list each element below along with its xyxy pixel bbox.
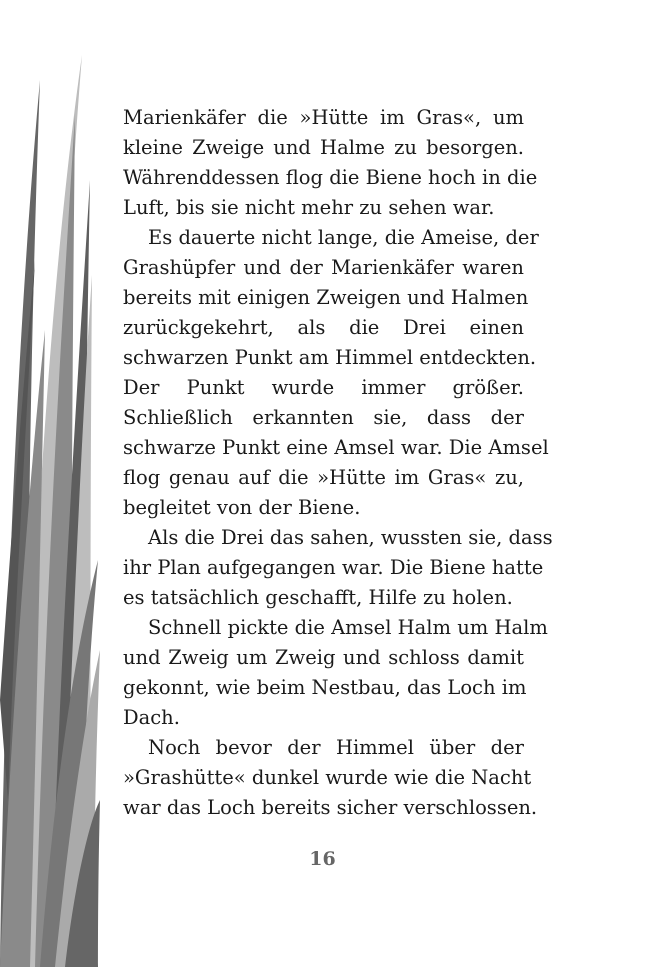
text-line: Währenddessen flog die Biene hoch in die xyxy=(123,166,538,189)
text-line: kleine Zweige und Halme zu besorgen. xyxy=(123,136,524,159)
text-line: Es dauerte nicht lange, die Ameise, der xyxy=(148,226,539,249)
text-line: Marienkäfer die »Hütte im Gras«, um xyxy=(123,106,524,129)
paragraph xyxy=(123,523,553,613)
text-line: gekonnt, wie beim Nestbau, das Loch im xyxy=(123,676,527,699)
text-line: schwarzen Punkt am Himmel entdeckten. xyxy=(123,346,537,369)
text-line: Grashüpfer und der Marienkäfer waren xyxy=(123,256,524,279)
text-line: Schließlich erkannten sie, dass der xyxy=(123,406,524,429)
text-line: Der Punkt wurde immer größer. xyxy=(123,376,524,399)
text-line: zurückgekehrt, als die Drei einen xyxy=(123,316,524,339)
text-line: flog genau auf die »Hütte im Gras« zu, xyxy=(123,466,524,489)
paragraph xyxy=(123,223,549,523)
text-line: Schnell pickte die Amsel Halm um Halm xyxy=(148,616,548,639)
text-line: Als die Drei das sahen, wussten sie, dass xyxy=(148,526,553,549)
text-line: begleitet von der Biene. xyxy=(123,496,361,519)
text-line: Luft, bis sie nicht mehr zu sehen war. xyxy=(123,196,495,219)
text-line: und Zweig um Zweig und schloss damit xyxy=(123,646,524,669)
paragraph xyxy=(123,733,538,823)
text-line: Dach. xyxy=(123,706,180,729)
body-text xyxy=(123,103,553,823)
text-line: Noch bevor der Himmel über der xyxy=(148,736,524,759)
text-line: bereits mit einigen Zweigen und Halmen xyxy=(123,286,529,309)
text-line: es tatsächlich geschafft, Hilfe zu holen. xyxy=(123,586,513,609)
page-number: 16 xyxy=(309,848,336,870)
text-line: war das Loch bereits sicher verschlossen. xyxy=(123,796,538,819)
text-line: schwarze Punkt eine Amsel war. Die Amsel xyxy=(123,436,549,459)
paragraph xyxy=(123,613,548,733)
text-line: ihr Plan aufgegangen war. Die Biene hatte xyxy=(123,556,544,579)
paragraph xyxy=(123,103,538,223)
grass-illustration xyxy=(0,0,130,967)
text-line: »Grashütte« dunkel wurde wie die Nacht xyxy=(123,766,532,789)
